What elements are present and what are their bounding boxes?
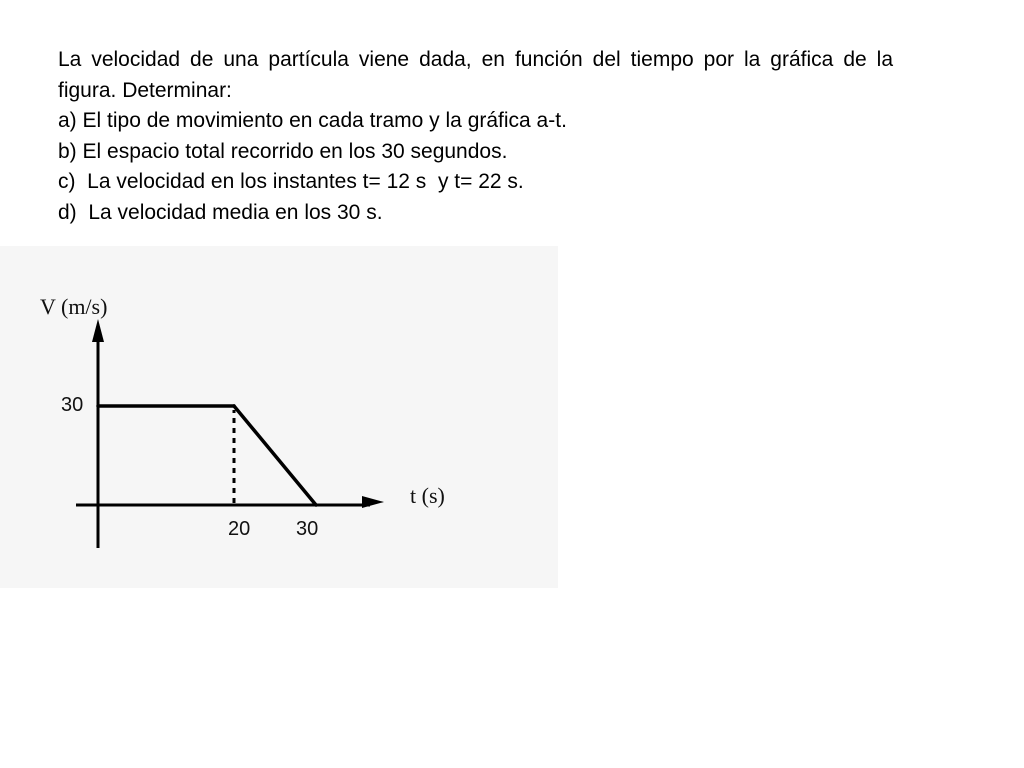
question-d: d) La velocidad media en los 30 s.	[58, 200, 383, 224]
y-axis-label: V (m/s)	[40, 294, 108, 319]
velocity-time-figure	[0, 246, 558, 588]
problem-intro: La velocidad de una partícula viene dada, en función del tiempo por la gráfica de la figura. Determinar:	[58, 48, 893, 102]
question-c: c) La velocidad en los instantes t= 12 s y t= 22 s.	[58, 170, 524, 193]
question-b: b) El espacio total recorrido en los 30 segundos.	[58, 139, 508, 163]
x-tick-20: 20	[228, 518, 251, 540]
x-axis-arrowhead	[362, 496, 384, 508]
velocity-time-chart	[0, 246, 558, 588]
problem-statement	[58, 45, 893, 228]
x-axis-label: t (s)	[410, 483, 445, 508]
x-tick-30: 30	[296, 518, 319, 540]
y-axis-arrowhead	[92, 319, 104, 342]
y-tick-30: 30	[61, 394, 84, 416]
question-a: a) El tipo de movimiento en cada tramo y la gráfica a-t.	[58, 109, 567, 132]
plot-area	[98, 406, 316, 505]
velocity-segment-2	[234, 406, 316, 505]
